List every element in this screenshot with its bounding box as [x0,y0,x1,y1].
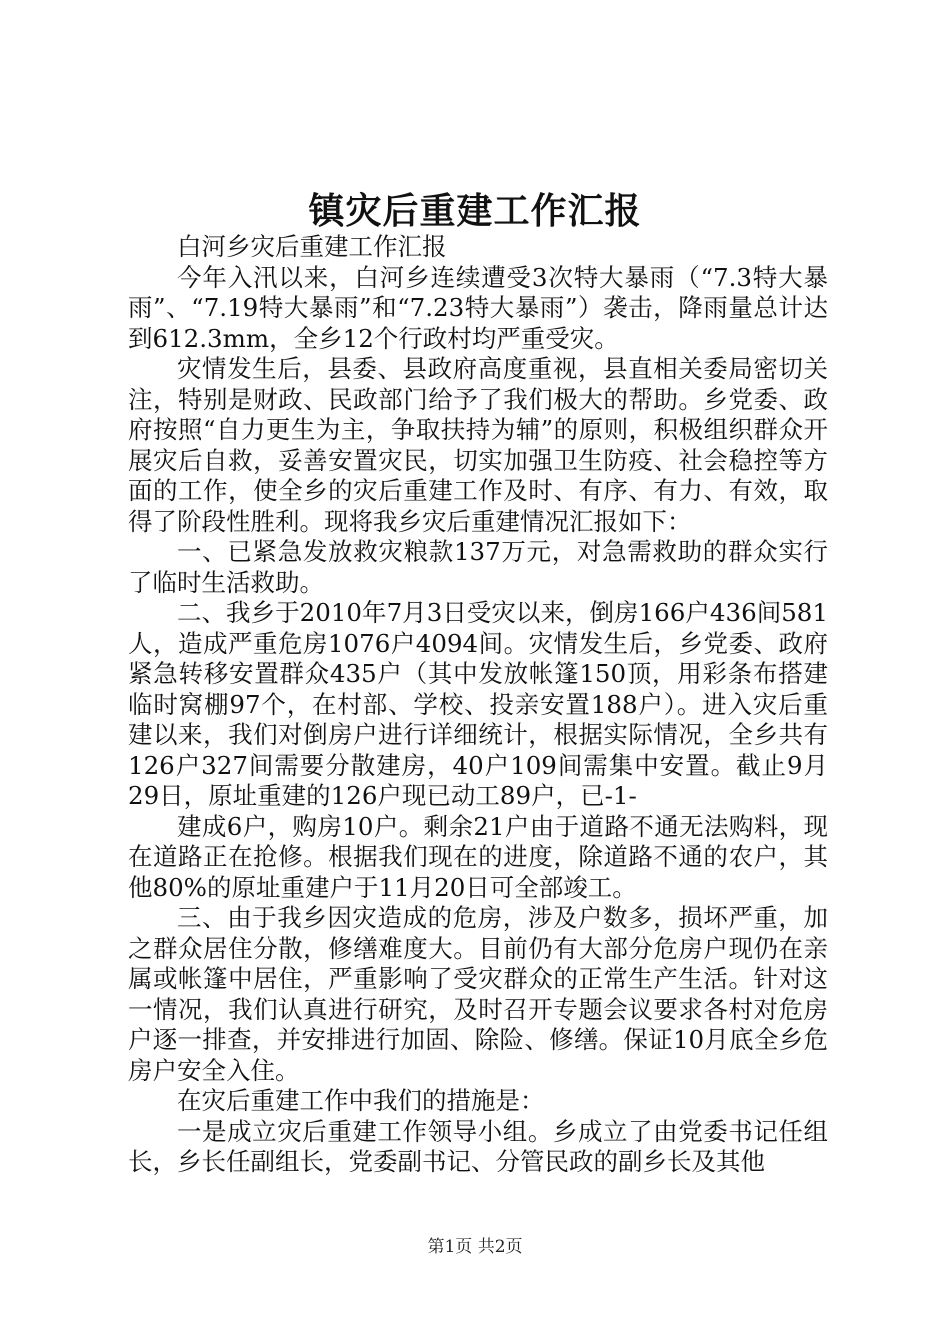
paragraph-item-1: 一、已紧急发放救灾粮款137万元，对急需救助的群众实行了临时生活救助。 [128,537,828,597]
page-title: 镇灾后重建工作汇报 [308,190,642,232]
page-footer: 第1页 共2页 [427,1237,523,1257]
paragraph-item-2-continued: 建成6户，购房10户。剩余21户由于道路不通无法购料，现在道路正在抢修。根据我们现在的进度，除道路不通的农户，其他80%的原址重建户于11月20日可全部竣工。 [128,811,828,902]
paragraph-item-3: 三、由于我乡因灾造成的危房，涉及户数多，损坏严重，加之群众居住分散，修缮难度大。目前仍有大部分危房户现仍在亲属或帐篷中居住，严重影响了受灾群众的正常生产生活。针对这一情况，我们认真进行研究，及时召开专题会议要求各村对危房户逐一排查，并安排进行加固、除险、修缮。保证10月底全乡危房户安全入住。 [128,903,828,1085]
paragraph-item-2: 二、我乡于2010年7月3日受灾以来，倒房166户436间581人，造成严重危房1076户4094间。灾情发生后，乡党委、政府紧急转移安置群众435户（其中发放帐篷150顶，用彩条布搭建临时窝棚97个，在村部、学校、投亲安置188户）。进入灾后重建以来，我们对倒房户进行详细统计，根据实际情况，全乡共有126户327间需要分散建房，40户109间需集中安置。截止9月29日，原址重建的126户现已动工89户，已-1- [128,598,828,810]
paragraph-measures-heading: 在灾后重建工作中我们的措施是： [177,1086,545,1115]
paragraph-response: 灾情发生后，县委、县政府高度重视，县直相关委局密切关注，特别是财政、民政部门给予了我们极大的帮助。乡党委、政府按照“自力更生为主，争取扶持为辅”的原则，积极组织群众开展灾后自救，妥善安置灾民，切实加强卫生防疫、社会稳控等方面的工作，使全乡的灾后重建工作及时、有序、有力、有效，取得了阶段性胜利。现将我乡灾后重建情况汇报如下： [128,354,828,536]
paragraph-subtitle: 白河乡灾后重建工作汇报 [177,232,447,261]
document-body [128,232,828,1178]
paragraph-measure-1: 一是成立灾后重建工作领导小组。乡成立了由党委书记任组长，乡长任副组长，党委副书记、分管民政的副乡长及其他 [128,1116,828,1176]
paragraph-intro: 今年入汛以来，白河乡连续遭受3次特大暴雨（“7.3特大暴雨”、“7.19特大暴雨”和“7.23特大暴雨”）袭击，降雨量总计达到612.3mm，全乡12个行政村均严重受灾。 [128,262,828,353]
